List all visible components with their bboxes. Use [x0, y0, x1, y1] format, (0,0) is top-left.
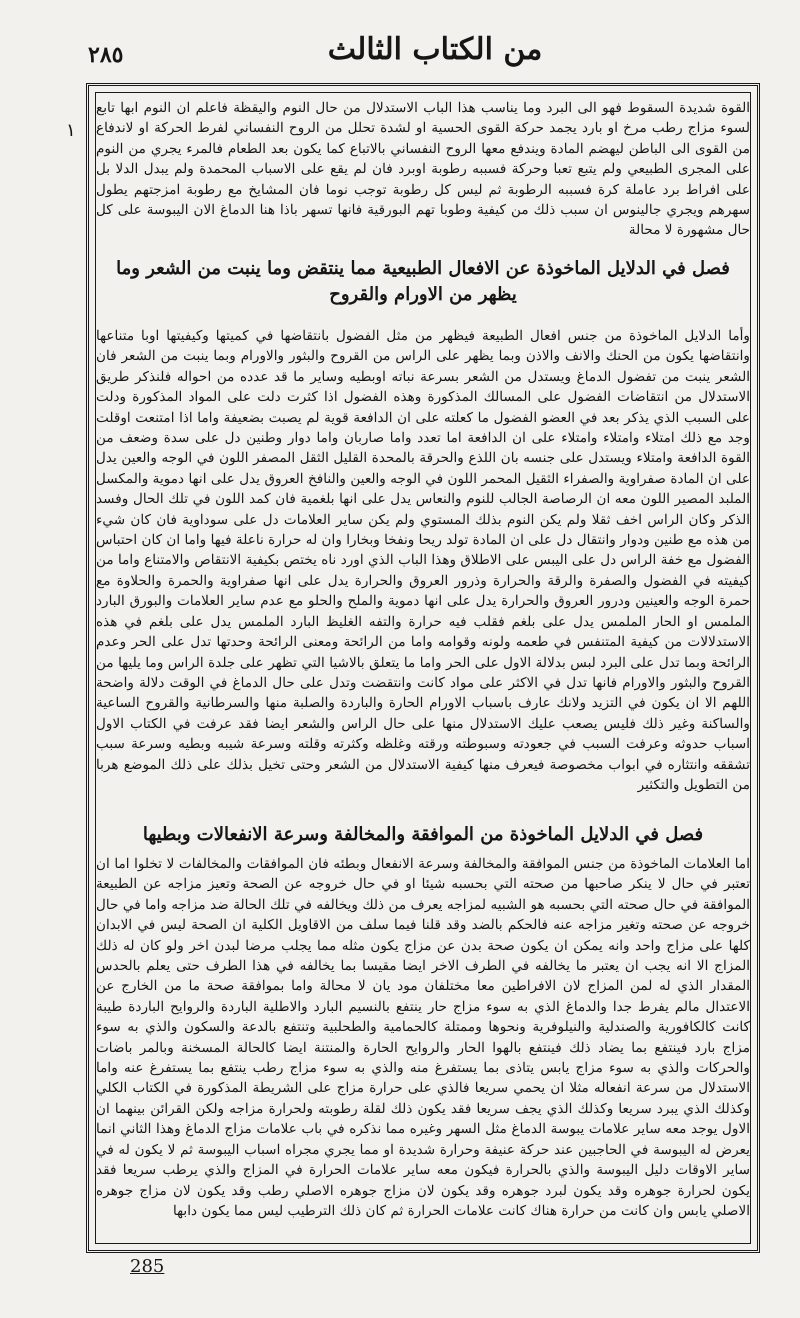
paragraph-text: وأما الدلايل الماخوذة من جنس افعال الطبيعة فيظهر من مثل الفضول بانتقاضها في كميتها وكيفيتها اوبا متناعها وانتقاضها يكون من الحنك والانف والاذن وبما يظهر على الراس من القروح والبثور والاورام وبما ينبت من الشعر فان الشعر ينبت من تفضول الدماغ ويستدل من الشعر بسرعة نباته اوبطيه وساير ما قد عدده من احواله فلنذكر طريق الاستدلال من انتقاضات الفضول على المسالك المذكورة وهذه الفضول اذا كثرت دلت على المواد المذكورة ودلت على السبب الذي يذكر بعد في العضو الفضول ما كعلته على ان الدافعة قوية لم يصبت بضعيفة واما اذا امتنعت اوقلت وجد مع ذلك امتلاء وامتلاء وامتلاء على ان الدافعة اما تعدد واما صاربان واما دوار وطنين دل على سدة وضعف من القوة الدافعة وامتلاء ويستدل على جنسه بان اللذع والحرقة بالمحدة القليل الثقل المصفر اللون في الوجه والعين يدل على ان المادة صفراوية والصفراء الثقيل المحمر اللون في الوجه والعين والنافخ العروق يدل على انها دموية والمكسل الملبد المصير اللون معه ان الرصاصة الجالب للنوم والنعاس يدل على انها بلغمية فان كمد اللون في تلك الحال وفسد الذكر وكان الراس اخف ثقلا ولم يكن النوم بذلك المستوي ولم يكن ساير العلامات دل على سوداوية فان كان شيء من هذه مع طنين ودوار وانتقال دل على ان المادة تولد ريحا ونفخا وبخارا وان له حرارة ناعلة فيها واما ان كان احتباس الفضول مع خفة الراس دل على اليبس على الاطلاق وهذا الباب الذي اورد ناه يختص بكيفية الانتقاص والامتناع واما من كيفيته في الفضول والصفرة والرقة والحرارة وذرور العروق والحرارة يدل على انها صفراوية والحمرة والحلاوة مع حمرة الوجه والعينين ودرور العروق والحرارة يدل على انها دموية والملح والحلو مع عدم ساير العلامات والبورق البارد الملمس او الحار الملمس يدل على بلغم فقلب فيه حرارة والتفه الغليظ البارد الملمس يدل على بلغم في هذه الاستدلالات من كيفية المتنفس في طعمه ولونه وقوامه واما من الرائحة ومعنى الرائحة وحدتها تدل على الحر وعدم الرائحة وبما تدل على البرد لبس بدلالة الاول على الحر واما ما يتعلق بالاشيا التي تظهر على جلدة الراس وما يليها من القروح والبثور والاورام فانها تدل في الاكثر على مواد كانت وانتقضت وتدل على حال الدماغ في الوقت دلالة واضحة اللهم الا ان يكون في التزيد ولانك عارف باسباب الاورام الحارة والباردة والصلبة منها والسرطانية والقروح الساعية والساكنة وغير ذلك فليس يصعب عليك الاستدلال منها على حال الراس والشعر ايضا فقد عرفت في الكتاب الاول اسباب حدوثه وعرفت السبب في جعودته وسبوطته ورقته وغلظه وكثرته وقلته وسرعة شيبه وبطيه وسرعة سبب تشققه وانتثاره في ابواب مخصوصة فيعرف منها كيفية الاستدلال من الشعر وحتى تخيل بذلك على ذلك الموضع هربا من التطويل والتكثير [96, 328, 750, 793]
running-title: من الكتاب الثالث [327, 32, 543, 67]
margin-mark: ١ [66, 120, 76, 141]
section-heading-text: فصل في الدلايل الماخوذة عن الافعال الطبيعية مما ينتقض وما ينبت من الشعر وما يظهر من الاورام والقروح [116, 258, 730, 305]
section-heading-text: فصل في الدلايل الماخوذة من الموافقة والمخالفة وسرعة الانفعالات وبطيها [142, 824, 704, 845]
page-number-bottom: 285 [130, 1256, 165, 1277]
paragraph-2 [96, 326, 750, 816]
paragraph-text: القوة شديدة السقوط فهو الى البرد وما يناسب هذا الباب الاستدلال من حال النوم واليقظة فاعلم ان النوم ابها تابع لسوء مزاج رطب مرخ او بارد يجمد حركة القوى الحسية او لشدة تحلل من الروح النفساني لفرط الحركة او لاندفاع من القوى الى الباطن ليهضم المادة ويندفع معها الروح النفساني بالاتباع كما يكون بعد الطعام فالمرء يجري من النوم على المجرى الطبيعي ولم يتبع تعبا وحركة فسببه رطوبة اوبرد فان لم يقع على الاسباب المحمدة ولم يبدل الدلا بل على افراط برد عاملة كرة فسببه الرطوبة ثم ليس كل رطوبة توجب نوما فان المشايخ مع رطوبة امزجتهم يطول سهرهم ويجري جالينوس ان سبب ذلك من كيفية وطوبا تهم البورقية فانها تسهر باذا هنا الدماغ الان اليبوسة على كل حال مشهورة لا محالة [96, 100, 750, 239]
paragraph-1 [96, 98, 750, 244]
paragraph-text: اما العلامات الماخوذة من جنس الموافقة والمخالفة وسرعة الانفعال وبطئه فان الموافقات والمخالفات لا تخلوا اما ان تعتبر في حال لا ينكر صاحبها من صحته التي بحسبه شيئا او في حال خروجه عن الصحة وتعيز مزاجه عن الطبيعة الموافقة في حال صحته التي بحسبه هو الشبيه لمزاجه يعرف من ذلك ويخالفه في تلك الحالة ضد مزاجه واما في حال خروجه عن صحته وتغير مزاجه عنه فالحكم بالضد وقد قلنا فيما سلف من الاقاويل الكلية ان الصحة ليس في الابدان كلها على مزاج واحد وانه يمكن ان يكون صحة بدن عن مزاج يكون مثله مما يجلب مرضا لبدن اخر ولو كان له ذلك المزاج الا انه يجب ان يعتبر ما يخالفه في الطرف الاخر ايضا مقيسا بما يخالفه في هذا الطرف حتى يعلم بالحدس المقدار الذي له لمن المزاج لان الافراطين معا مختلفان مود يان لا محالة واما بموافقة صحة ما من الخارج عن الاعتدال مالم يفرط جدا والدماغ الذي به سوء مزاج حار ينتفع بالنسيم البارد والاطلية الباردة والروايح الباردة طيبة كانت كالكافورية والصندلية والنيلوفرية ونحوها وممتلة كالحمامية والطحلبية وتنتفع بالدعة والسكون والذي به سوء مزاج بارد فينتفع بما يضاد ذلك فينتفع بالهوا الحار والروايح الحارة والمنتنة ايضا كالحالة المسخنة وبالمر باضات والحركات والذي به سوء مزاج يابس يتاذى بما يستفرغ منه والذي به سوء مزاج رطب ينتفع بما يستفرغ عنه واما الاستدلال من سرعة انفعاله مثلا ان يحمي سريعا فالذي على حرارة مزاج على الشريطة المذكورة في الكتاب الكلي وكذلك الذي يبرد سريعا وكذلك الذي يجف سريعا فقد يكون ذلك لقلة رطوبته ولحرارة مزاجه ولكن القرائن بينهما ان الاول يوجد معه ساير علامات يبوسة الدماغ مثل السهر وغيره مما نذكره في باب علامات مزاج الدماغ وهذا الثاني انما يعرض له اليبوسة في الحاجبين عند حركة عنيفة وحرارة شديدة او مما يجري مجراه اسباب اليبوسة ثم لا يكون له في ساير الاوقات دليل اليبوسة والذي بالحرارة فيكون معه ساير علامات الحرارة في المزاج والذي يرطب سريعا فقد يكون لحرارة جوهره وقد يكون لبرد جوهره وقد يكون لان مزاج جوهره الاصلي رطب وقد يكون لان مزاج جوهره الاصلي يابس وان كانت من حرارة هناك كانت علامات الحرارة ثم كان ذلك الترطيب ليس مما يكون دابها [96, 856, 750, 1219]
section-heading-1 [96, 256, 750, 316]
page-header [0, 28, 800, 76]
page-number-top: ٢٨٥ [88, 42, 124, 68]
paragraph-3 [96, 854, 750, 1248]
section-heading-2 [96, 822, 750, 850]
